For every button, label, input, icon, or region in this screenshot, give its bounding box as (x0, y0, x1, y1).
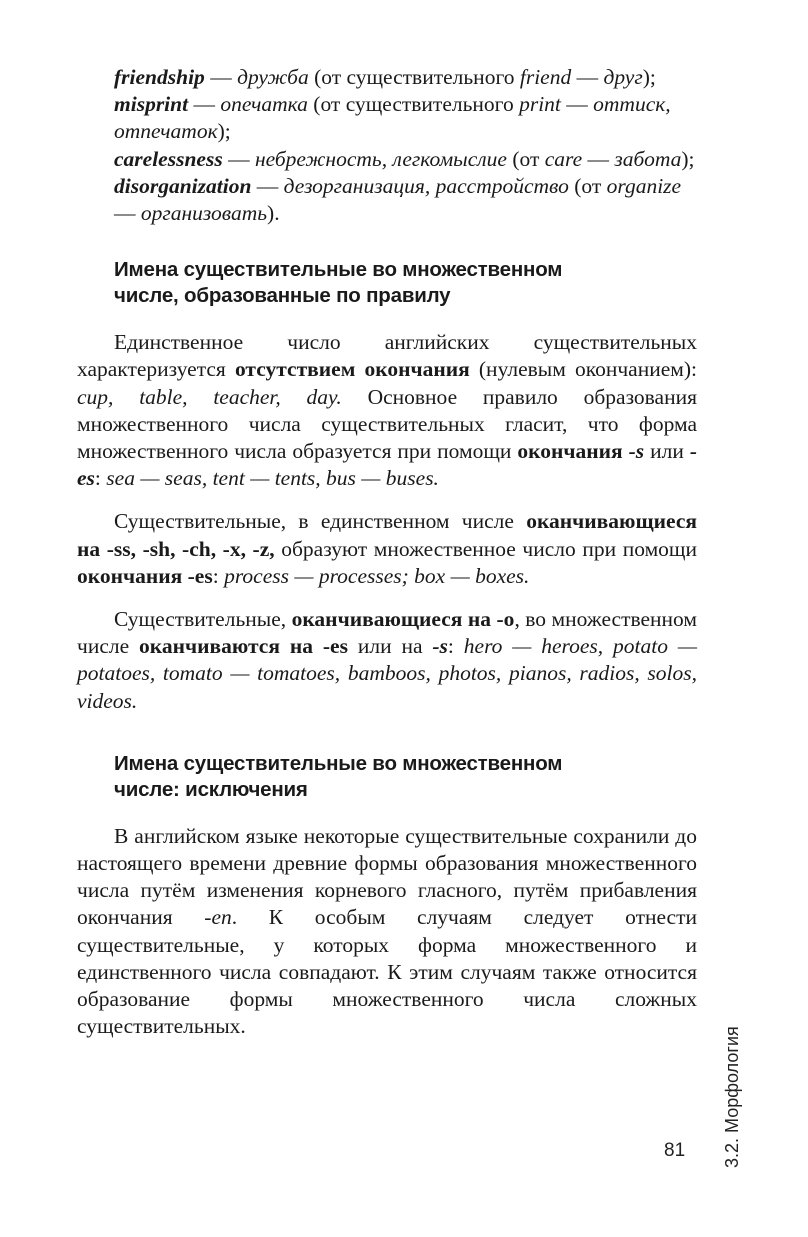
suffix: -s (432, 634, 448, 659)
bold-term: оканчивающиеся на -o (291, 607, 515, 632)
section-heading-exceptions (77, 751, 697, 803)
text-run: : (447, 634, 464, 659)
text-run: : (94, 466, 107, 491)
bold-term: оканчиваются на -es (139, 634, 348, 659)
text-run: В английском языке некоторые существительные сохранили до настоящего времени древние формы образования множественного числа путём изменения корневого гласного, путём прибавления окончания (77, 823, 697, 930)
bold-term: окончания (517, 439, 623, 464)
entry-source-translation: организовать (140, 201, 268, 226)
suffix: -es (77, 439, 697, 491)
section-label-text: 3.2. Морфология (722, 1026, 742, 1168)
text-run: (нулевым окончанием): (469, 357, 697, 382)
entry-close: ); (217, 119, 231, 144)
entry-word: disorganization (114, 173, 252, 198)
page-content (77, 64, 697, 1040)
text-run: или (644, 439, 690, 464)
entry-translation: небрежность, легкомыслие (254, 146, 507, 171)
entry-note: (от (568, 173, 607, 198)
suffix: -s (628, 439, 645, 464)
paragraph-singular-rule (77, 329, 697, 492)
entry-note: (от существительного (308, 65, 520, 89)
paragraph-o-rule (77, 606, 697, 715)
entry-source-translation: забота (614, 146, 682, 171)
entry-source: friend (519, 65, 572, 89)
entry-close: ); (642, 65, 656, 89)
entry-dash: — (188, 92, 221, 117)
entry-translation: дезорганизация, расстройство (283, 173, 569, 198)
entry-dash: — (251, 173, 284, 198)
entry-close: ). (267, 201, 280, 226)
entry-translation: дружба (237, 65, 309, 89)
vocab-entry (77, 64, 697, 91)
entry-note: (от (506, 146, 545, 171)
entry-close: ); (681, 146, 695, 171)
text-run: или на (347, 634, 433, 659)
side-section-label (720, 968, 748, 1168)
text-run: : (212, 563, 225, 588)
text-run: Существительные, в единственном числе (114, 509, 527, 534)
heading-line: Имена существительные во множественном (114, 751, 563, 775)
bold-term: отсутствием окончания (234, 357, 470, 382)
vocab-entry (77, 173, 697, 227)
section-heading-regular-plural (77, 257, 697, 309)
entry-note: (от существительного (307, 92, 520, 117)
entry-word: carelessness (114, 146, 223, 171)
page-number: 81 (664, 1140, 686, 1161)
text-run: Основное правило образования множественного числа существительных гласит, что форма множественного числа образуется при помощи (77, 384, 697, 464)
entry-dash: — (222, 146, 255, 171)
entry-source: organize (606, 173, 682, 198)
text-run: образуют множественное число при помощи (274, 536, 697, 561)
entry-dash: — (571, 65, 604, 89)
entry-dash: — (560, 92, 594, 117)
paragraph-es-rule (77, 508, 697, 590)
example-words: hero — heroes, potato — potatoes, tomato — tomatoes, bamboos, photos, pianos, radios, solos, videos. (77, 634, 697, 713)
entry-dash: — (204, 65, 238, 89)
suffix: -en (204, 905, 232, 930)
example-words: sea — seas, tent — tents, bus — buses. (106, 466, 439, 491)
text-run: . К особым случаям следует отнести существительные, у которых форма множественного и единственного числа совпадают. К этим случаям также относится образование формы множественного числа сложных существительных. (77, 905, 698, 1039)
entry-dash: — (582, 146, 615, 171)
paragraph-exceptions (77, 823, 697, 1041)
entry-source: care (544, 146, 583, 171)
entry-dash: — (114, 201, 141, 226)
entry-source-translation: оттиск, отпечаток (114, 92, 671, 144)
vocab-entry (77, 91, 697, 145)
vocab-entry (77, 146, 697, 173)
text-run: , во множественном числе (77, 607, 697, 659)
bold-term: оканчивающиеся на -ss, -sh, -ch, -x, -z, (77, 509, 697, 561)
entry-translation: опечатка (220, 92, 308, 117)
entry-source: print (519, 92, 561, 117)
text-run: Единственное число английских существительных характеризуется (77, 330, 697, 382)
text-run: Существительные, (114, 607, 292, 632)
heading-line: числе, образованные по правилу (114, 284, 451, 308)
bold-term: окончания -es (77, 563, 213, 588)
example-words: cup, table, teacher, day. (77, 384, 342, 409)
example-words: process — processes; box — boxes. (224, 563, 530, 588)
heading-line: Имена существительные во множественном (114, 258, 563, 282)
heading-line: числе: исключения (114, 777, 308, 801)
entry-source-translation: друг (603, 65, 643, 89)
entry-word: friendship (114, 65, 205, 89)
entry-word: misprint (114, 92, 189, 117)
